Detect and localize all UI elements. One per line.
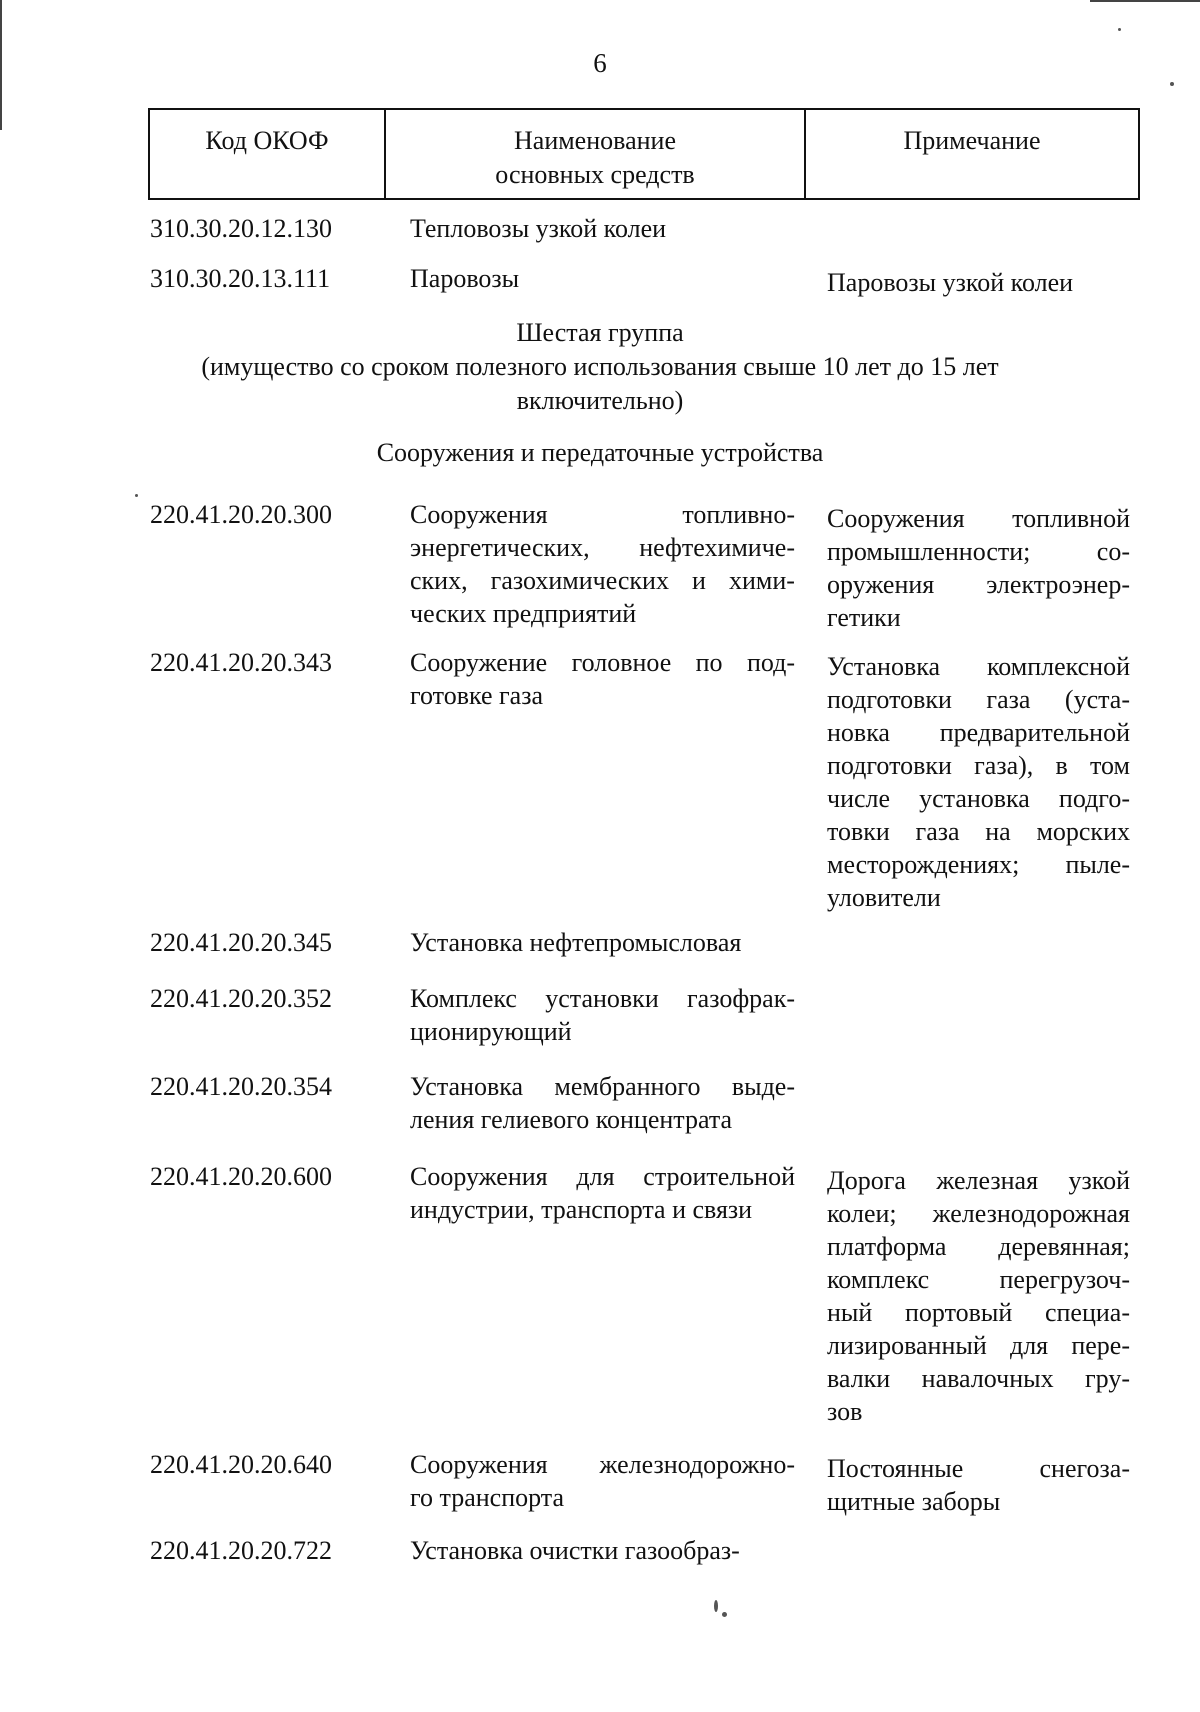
word: пыле- [1065, 850, 1130, 879]
asset-name-line [410, 531, 795, 564]
okof-code: 220.41.20.20.343 [150, 648, 332, 677]
asset-note-line [827, 1197, 1130, 1230]
word: газа [986, 685, 1031, 714]
word: Сооружения [827, 504, 965, 533]
asset-name-line [410, 498, 795, 531]
asset-name-line: Установка очистки газообраз- [410, 1536, 740, 1565]
word: ских, [410, 566, 468, 595]
word: перегрузоч- [999, 1265, 1130, 1294]
word: навалочных [921, 1364, 1054, 1393]
word: комплекс [827, 1265, 930, 1294]
asset-name [410, 1448, 795, 1514]
asset-name-line [410, 982, 795, 1015]
word: энергетических, [410, 533, 590, 562]
word: узкой [1068, 1166, 1130, 1195]
word: установка [919, 784, 1030, 813]
asset-note-line [827, 535, 1130, 568]
word: газа), [974, 751, 1034, 780]
word: валки [827, 1364, 891, 1393]
asset-name-line: индустрии, транспорта и связи [410, 1195, 753, 1224]
word: головное [571, 648, 672, 677]
okof-code: 220.41.20.20.300 [150, 500, 332, 529]
word: установки [545, 984, 659, 1013]
word: новка [827, 718, 890, 747]
okof-code: 220.41.20.20.345 [150, 928, 332, 957]
asset-name [410, 1070, 795, 1136]
word: газохимических [490, 566, 669, 595]
group-subtitle: (имущество со сроком полезного использования свыше 10 лет до 15 лет [201, 352, 999, 381]
word: Постоянные [827, 1454, 964, 1483]
asset-name-line [410, 646, 795, 679]
asset-name-line: ления гелиевого концентрата [410, 1105, 733, 1134]
okof-code: 220.41.20.20.600 [150, 1162, 332, 1191]
word: хими- [729, 566, 795, 595]
asset-note-line [827, 716, 1130, 749]
word: железнодорожно- [599, 1450, 795, 1479]
word: и [692, 566, 706, 595]
scan-edge [0, 0, 2, 130]
asset-note: Паровозы узкой колеи [827, 268, 1074, 297]
word: Дорога [827, 1166, 906, 1195]
asset-name [410, 1160, 795, 1226]
word: Сооружение [410, 648, 548, 677]
asset-name-line: готовке газа [410, 681, 544, 710]
word: товки [827, 817, 890, 846]
word: выде- [731, 1072, 795, 1101]
word: Сооружения [410, 1450, 548, 1479]
asset-note-line [827, 782, 1130, 815]
scan-edge [1090, 0, 1200, 2]
okof-code: 310.30.20.13.111 [150, 264, 331, 293]
word: подготовки [827, 751, 952, 780]
asset-note-line [827, 650, 1130, 683]
header-code: Код ОКОФ [150, 110, 386, 198]
word: лизированный [827, 1331, 987, 1360]
word: под- [746, 648, 795, 677]
word: нефтехимиче- [639, 533, 795, 562]
asset-name [410, 498, 795, 630]
scan-speck [1118, 28, 1121, 31]
group-heading [0, 316, 1200, 418]
header-name [386, 110, 806, 198]
asset-note-line: уловители [827, 883, 941, 912]
scan-speck [135, 494, 138, 497]
asset-name-line [410, 1448, 795, 1481]
asset-name-line: го транспорта [410, 1483, 564, 1512]
word: подготовки [827, 685, 952, 714]
word: газофрак- [687, 984, 795, 1013]
okof-code: 310.30.20.12.130 [150, 214, 332, 243]
word: Комплекс [410, 984, 517, 1013]
word: со- [1096, 537, 1130, 566]
asset-note-line [827, 568, 1130, 601]
asset-note-line [827, 1362, 1130, 1395]
asset-name-line: ционирующий [410, 1017, 572, 1046]
asset-note-line [827, 1263, 1130, 1296]
asset-note-line [827, 1164, 1130, 1197]
word: Установка [410, 1072, 524, 1101]
okof-code: 220.41.20.20.352 [150, 984, 332, 1013]
word: пере- [1071, 1331, 1130, 1360]
word: Сооружения [410, 1162, 548, 1191]
asset-note-line: зов [827, 1397, 863, 1426]
word: (уста- [1064, 685, 1130, 714]
asset-note-line [827, 683, 1130, 716]
word: деревянная; [998, 1232, 1130, 1261]
word: железнодорожная [932, 1199, 1130, 1228]
header-name-line: Наименование [514, 126, 676, 155]
asset-note [827, 1452, 1130, 1518]
word: мембранного [554, 1072, 701, 1101]
asset-note-line [827, 1230, 1130, 1263]
okof-code: 220.41.20.20.722 [150, 1536, 332, 1565]
word: строительной [643, 1162, 795, 1191]
asset-name-line [410, 1070, 795, 1103]
word: топливно- [682, 500, 795, 529]
asset-note [827, 650, 1130, 914]
asset-note-line [827, 502, 1130, 535]
asset-name-line: ческих предприятий [410, 599, 637, 628]
word: для [1009, 1331, 1049, 1360]
header-note: Примечание [903, 126, 1041, 155]
scan-speck [722, 1612, 727, 1617]
asset-note-line [827, 815, 1130, 848]
word: комплексной [986, 652, 1130, 681]
word: для [576, 1162, 615, 1191]
okof-code: 220.41.20.20.640 [150, 1450, 332, 1479]
asset-note-line [827, 848, 1130, 881]
word: том [1090, 751, 1130, 780]
asset-name [410, 982, 795, 1048]
asset-note-line [827, 1452, 1130, 1485]
word: числе [827, 784, 891, 813]
scan-speck [1170, 82, 1174, 86]
word: специа- [1044, 1298, 1130, 1327]
okof-code: 220.41.20.20.354 [150, 1072, 332, 1101]
asset-note [827, 502, 1130, 634]
word: промышленности; [827, 537, 1031, 566]
page-number: 6 [593, 48, 607, 78]
word: предварительной [939, 718, 1130, 747]
word: на [985, 817, 1011, 846]
word: топливной [1012, 504, 1130, 533]
word: ный [827, 1298, 873, 1327]
word: по [695, 648, 723, 677]
word: железная [936, 1166, 1039, 1195]
word: морских [1036, 817, 1130, 846]
word: колеи; [827, 1199, 897, 1228]
asset-name [410, 1534, 795, 1567]
group-title: Шестая группа [516, 318, 684, 347]
header-name-line: основных средств [495, 160, 695, 189]
asset-name [410, 926, 795, 959]
asset-note-line: гетики [827, 603, 901, 632]
word: снегоза- [1039, 1454, 1130, 1483]
asset-note-line [827, 749, 1130, 782]
word: платформа [827, 1232, 947, 1261]
asset-note-line [827, 1329, 1130, 1362]
table-header [148, 108, 1140, 200]
asset-note-line: щитные заборы [827, 1487, 1001, 1516]
word: электроэнер- [986, 570, 1130, 599]
word: Сооружения [410, 500, 548, 529]
word: портовый [905, 1298, 1013, 1327]
section-title: Сооружения и передаточные устройства [376, 438, 824, 467]
word: газа [915, 817, 960, 846]
asset-name [410, 646, 795, 712]
word: месторождениях; [827, 850, 1020, 879]
group-subtitle: включительно) [516, 386, 684, 415]
asset-name-line [410, 564, 795, 597]
word: в [1055, 751, 1068, 780]
word: Установка [827, 652, 941, 681]
asset-name-line [410, 1160, 795, 1193]
word: подго- [1058, 784, 1130, 813]
asset-note-line [827, 1296, 1130, 1329]
asset-name: Паровозы [410, 264, 520, 293]
asset-note [827, 1164, 1130, 1428]
asset-name: Тепловозы узкой колеи [410, 214, 667, 243]
word: гру- [1085, 1364, 1130, 1393]
scan-speck [714, 1600, 718, 1612]
asset-name-line: Установка нефтепромысловая [410, 928, 742, 957]
word: оружения [827, 570, 935, 599]
